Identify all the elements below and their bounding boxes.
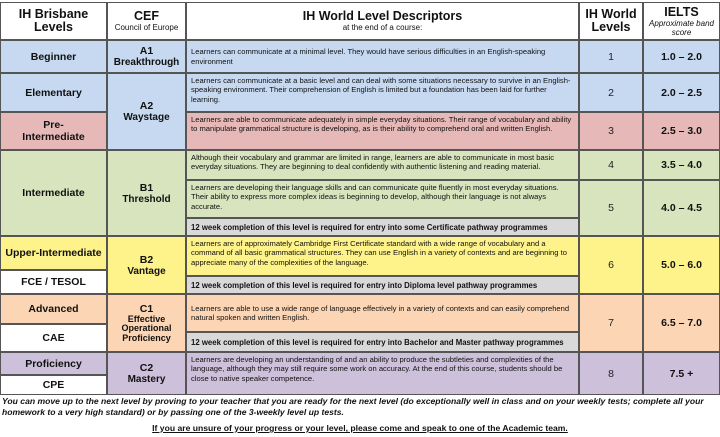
- level-intermediate: Intermediate: [0, 150, 107, 236]
- footer-level-up-note: You can move up to the next level by proving to your teacher that you are ready for the next level (do exceptionally well in class and on your weekly tests; complete all your homework to a very high standard) or by passing one of the 3-weekly level up tests.: [2, 396, 704, 417]
- descriptor-level-4: Although their vocabulary and grammar are limited in range, learners are able to communicate in most basic everyday situations. They are beginning to deal confidently with authentic listening and reading material.: [186, 150, 579, 180]
- level-elementary: Elementary: [0, 73, 107, 112]
- level-pre-intermediate: Pre-Intermediate: [0, 112, 107, 150]
- header-ielts-label: IELTS: [664, 4, 699, 19]
- descriptor-level-8: Learners are developing an understanding of and an ability to produce the subtleties and complexities of the language, although they may still require some work on accuracy. At the end of this course, students should be close to native speaker competence.: [186, 352, 579, 395]
- descriptor-level-2: Learners can communicate at a basic level and can deal with some situations necessary to survive in an English-speaking environment. Their comprehension of English is limited but a foundation has been laid for further learning.: [186, 73, 579, 112]
- cef-a1-code: A1: [139, 45, 154, 57]
- cef-b1-code: B1: [139, 181, 154, 194]
- header-descriptors-sub: at the end of a course:: [342, 23, 423, 32]
- note-certificate-pathway: 12 week completion of this level is required for entry into some Certificate pathway programmes: [186, 218, 579, 236]
- ih-level-3: 3: [579, 112, 643, 150]
- ielts-band-1: 1.0 – 2.0: [643, 40, 720, 73]
- header-cef-sub: Council of Europe: [114, 23, 179, 32]
- footer-academic-team-note: If you are unsure of your progress or your level, please come and speak to one of the Academic team.: [152, 423, 568, 433]
- cef-b1-name: Threshold: [122, 193, 171, 205]
- ih-level-1: 1: [579, 40, 643, 73]
- ielts-band-5: 4.0 – 4.5: [643, 180, 720, 236]
- cef-b2: [107, 236, 186, 294]
- header-descriptors: [186, 2, 579, 40]
- cef-a2-code: A2: [139, 100, 154, 112]
- level-proficiency: Proficiency: [0, 352, 107, 375]
- header-levels: [0, 2, 107, 40]
- cef-c1: [107, 294, 186, 352]
- cef-b2-name: Vantage: [127, 265, 166, 277]
- header-ih-levels: [579, 2, 643, 40]
- descriptor-level-6: Learners are of approximately Cambridge First Certificate standard with a wide range of vocabulary and a command of all basic grammatical structures. They can use English in a variety of contexts and are beginning to appreciate many of the complexities of the language.: [186, 236, 579, 276]
- level-cpe: CPE: [0, 375, 107, 395]
- descriptor-level-7: Learners are able to use a wide range of language effectively in a variety of contexts and can easily comprehend natural spoken and written English.: [186, 294, 579, 332]
- cef-a1-name: Breakthrough: [113, 57, 180, 68]
- cef-c1-code: C1: [139, 302, 154, 315]
- ih-level-6: 6: [579, 236, 643, 294]
- level-cae: CAE: [0, 324, 107, 352]
- header-ielts: [643, 2, 720, 40]
- cef-c2-name: Mastery: [127, 374, 166, 385]
- ih-level-5: 5: [579, 180, 643, 236]
- header-descriptors-label: IH World Level Descriptors: [302, 9, 463, 23]
- level-advanced: Advanced: [0, 294, 107, 324]
- header-cef-label: CEF: [134, 9, 159, 23]
- note-bachelor-pathway: 12 week completion of this level is required for entry into Bachelor and Master pathway programmes: [186, 332, 579, 352]
- ielts-band-6: 5.0 – 6.0: [643, 236, 720, 294]
- ih-level-7: 7: [579, 294, 643, 352]
- cef-a2-name: Waystage: [123, 112, 170, 123]
- ielts-band-2: 2.0 – 2.5: [643, 73, 720, 112]
- cef-b1: [107, 150, 186, 236]
- descriptor-level-3: Learners are able to communicate adequately in simple everyday situations. Their range of vocabulary and ability to manipulate grammatical structure is developing, as is their ability to comprehend oral and written English.: [186, 112, 579, 150]
- cef-b2-code: B2: [139, 253, 154, 266]
- header-cef: [107, 2, 186, 40]
- ielts-band-8: 7.5 +: [643, 352, 720, 395]
- level-fce-tesol: FCE / TESOL: [0, 270, 107, 294]
- cef-c2-code: C2: [139, 362, 154, 374]
- level-beginner: Beginner: [0, 40, 107, 73]
- ih-level-2: 2: [579, 73, 643, 112]
- ih-level-4: 4: [579, 150, 643, 180]
- header-ielts-sub: Approximate band score: [649, 18, 714, 37]
- cef-c2: [107, 352, 186, 395]
- cef-a2: [107, 73, 186, 150]
- descriptor-level-5: Learners are developing their language skills and can communicate quite fluently in most everyday situations. Their ability to express more complex ideas is beginning to develop, although their language is not always accurate.: [186, 180, 579, 218]
- ielts-band-3: 2.5 – 3.0: [643, 112, 720, 150]
- ielts-band-7: 6.5 – 7.0: [643, 294, 720, 352]
- cef-a1: [107, 40, 186, 73]
- cef-c1-name: Effective Operational Proficiency: [121, 313, 172, 343]
- ih-level-8: 8: [579, 352, 643, 395]
- descriptor-level-1: Learners can communicate at a minimal level. They would have serious difficulties in an English-speaking environment: [186, 40, 579, 73]
- header-levels-label: IH Brisbane Levels: [18, 7, 89, 34]
- note-diploma-pathway: 12 week completion of this level is required for entry into Diploma level pathway programmes: [186, 276, 579, 294]
- header-ih-levels-label: IH World Levels: [585, 7, 637, 34]
- ielts-band-4: 3.5 – 4.0: [643, 150, 720, 180]
- level-upper-intermediate: Upper-Intermediate: [0, 236, 107, 270]
